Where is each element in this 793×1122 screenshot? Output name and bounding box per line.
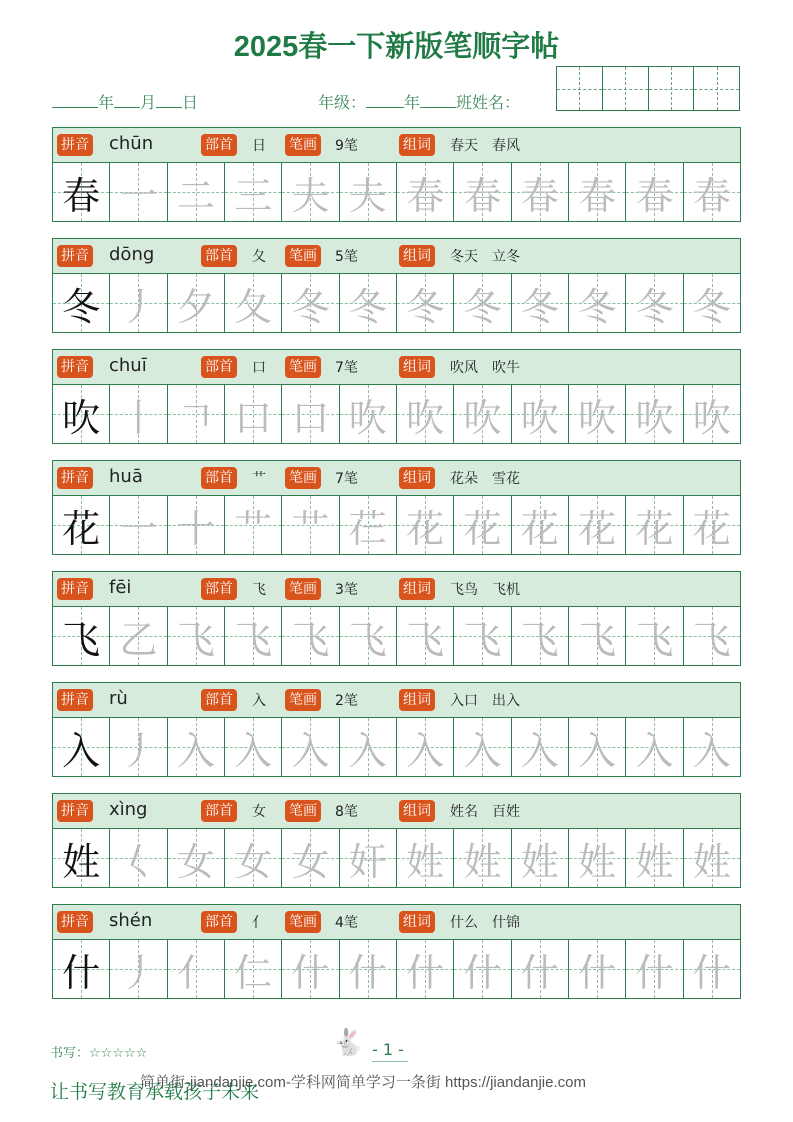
radical: 女: [252, 804, 266, 820]
character-block: [52, 793, 741, 888]
stroke-step: 什: [348, 950, 387, 995]
stroke-step-cell[interactable]: [626, 163, 683, 221]
stroke-step-cell[interactable]: [340, 940, 397, 998]
stroke-step: 入: [463, 728, 502, 773]
character-info: [52, 238, 741, 274]
stroke-step-cell[interactable]: [454, 496, 511, 554]
stroke-step-cell[interactable]: [626, 496, 683, 554]
stroke-step: 入: [348, 728, 387, 773]
stroke-step-cell[interactable]: [110, 607, 167, 665]
stroke-step: 入: [291, 728, 330, 773]
stroke-step-cell[interactable]: [569, 496, 626, 554]
stroke-step-cell[interactable]: [340, 829, 397, 887]
stroke-step-cell[interactable]: [397, 163, 454, 221]
stroke-step-cell[interactable]: [454, 829, 511, 887]
words-badge: 组词: [399, 467, 435, 489]
writing-grid: [52, 274, 741, 333]
stroke-step-cell[interactable]: [282, 829, 339, 887]
stroke-step: 仁: [234, 950, 273, 995]
pinyin-badge: 拼音: [57, 356, 93, 378]
stroke-step-cell[interactable]: [569, 718, 626, 776]
stroke-step-cell[interactable]: [110, 718, 167, 776]
radical: 入: [252, 693, 266, 709]
stroke-step: 女: [291, 839, 330, 884]
name-label: 姓名：: [472, 93, 521, 112]
stroke-step: 一: [119, 173, 158, 218]
stroke-count: 5笔: [335, 249, 358, 265]
stroke-step-cell[interactable]: [626, 829, 683, 887]
stroke-step: 姓: [406, 839, 445, 884]
stroke-step: 飞: [578, 617, 617, 662]
stroke-step-cell[interactable]: [225, 607, 282, 665]
stroke-step: 春: [520, 173, 559, 218]
stroke-step-cell[interactable]: [512, 718, 569, 776]
class-fields[interactable]: [318, 90, 520, 113]
stroke-step-cell[interactable]: [340, 163, 397, 221]
model-character-cell: [53, 385, 110, 443]
stroke-step-cell[interactable]: [340, 496, 397, 554]
stroke-step-cell[interactable]: [397, 718, 454, 776]
stroke-step-cell[interactable]: [397, 385, 454, 443]
stroke-step-cell[interactable]: [168, 829, 225, 887]
stroke-step: 什: [463, 950, 502, 995]
stroke-step: 入: [520, 728, 559, 773]
radical: 亻: [252, 915, 266, 931]
year-label: 年: [98, 93, 115, 112]
stroke-step: 吹: [348, 395, 387, 440]
stroke-count: 8笔: [335, 804, 358, 820]
writing-grid: [52, 496, 741, 555]
stroke-step-cell[interactable]: [282, 718, 339, 776]
strokes-badge: 笔画: [285, 134, 321, 156]
stroke-step-cell[interactable]: [168, 940, 225, 998]
stroke-step: 吹: [520, 395, 559, 440]
writing-grid: [52, 829, 741, 888]
model-character: 春: [62, 173, 101, 218]
stroke-step: 飞: [176, 617, 215, 662]
model-character: 什: [62, 950, 101, 995]
stroke-step-cell[interactable]: [225, 829, 282, 887]
pinyin-badge: 拼音: [57, 578, 93, 600]
stroke-step: 飞: [291, 617, 330, 662]
radical-badge: 部首: [201, 689, 237, 711]
words: 花朵 雪花: [450, 471, 520, 487]
stroke-step: 三: [234, 173, 273, 218]
pinyin-badge: 拼音: [57, 467, 93, 489]
stroke-step: 姓: [463, 839, 502, 884]
radical-badge: 部首: [201, 800, 237, 822]
character-block: [52, 349, 741, 444]
stroke-step: 丿: [119, 284, 158, 329]
writing-grid: [52, 163, 741, 222]
name-writing-box[interactable]: [556, 66, 740, 111]
stroke-step-cell[interactable]: [684, 496, 740, 554]
stroke-step-cell[interactable]: [225, 496, 282, 554]
stroke-step: 吹: [463, 395, 502, 440]
stroke-step: 十: [176, 506, 215, 551]
character-block: [52, 571, 741, 666]
stroke-step: 乙: [119, 617, 158, 662]
stroke-step-cell[interactable]: [397, 940, 454, 998]
writing-grid: [52, 940, 741, 999]
stroke-step-cell[interactable]: [512, 274, 569, 332]
words: 什么 什锦: [450, 915, 520, 931]
stroke-step-cell[interactable]: [569, 607, 626, 665]
pinyin: xìng: [109, 799, 148, 820]
words-badge: 组词: [399, 911, 435, 933]
stroke-step: 春: [635, 173, 674, 218]
words-badge: 组词: [399, 800, 435, 822]
pinyin: dōng: [109, 244, 155, 265]
stroke-step: 花: [463, 506, 502, 551]
stroke-step: 二: [176, 173, 215, 218]
model-character-cell: [53, 718, 110, 776]
stroke-step: 吹: [578, 395, 617, 440]
stroke-count: 7笔: [335, 471, 358, 487]
writing-grid: [52, 385, 741, 444]
stroke-step: 花: [692, 506, 731, 551]
stroke-step: 入: [578, 728, 617, 773]
stroke-step-cell[interactable]: [110, 940, 167, 998]
stroke-step: 花: [578, 506, 617, 551]
stroke-step: 入: [406, 728, 445, 773]
stroke-step-cell[interactable]: [684, 607, 740, 665]
strokes-badge: 笔画: [285, 689, 321, 711]
stroke-step: 𠃍: [176, 395, 215, 440]
stroke-step: 奸: [348, 839, 387, 884]
model-character-cell: [53, 940, 110, 998]
stroke-step: 春: [578, 173, 617, 218]
model-character-cell: [53, 163, 110, 221]
pinyin: shén: [109, 910, 153, 931]
stroke-step: 冬: [463, 284, 502, 329]
radical-badge: 部首: [201, 356, 237, 378]
stroke-step: 冬: [291, 284, 330, 329]
rabbit-icon: 🐇: [332, 1028, 365, 1058]
model-character: 吹: [62, 395, 101, 440]
model-character-cell: [53, 607, 110, 665]
character-block: [52, 238, 741, 333]
stroke-step-cell[interactable]: [684, 718, 740, 776]
grade-label: 年级：: [318, 93, 367, 112]
character-info: [52, 349, 741, 385]
radical-badge: 部首: [201, 245, 237, 267]
slogan: 让书写教育承载孩子未来: [50, 1081, 260, 1103]
stroke-step: 女: [176, 839, 215, 884]
stroke-step-cell[interactable]: [282, 163, 339, 221]
radical: 日: [252, 138, 266, 154]
character-info: [52, 460, 741, 496]
stroke-step: 飞: [692, 617, 731, 662]
page-number: - 1 -: [372, 1040, 408, 1062]
model-character: 飞: [62, 617, 101, 662]
stroke-step-cell[interactable]: [168, 607, 225, 665]
stroke-step: 飞: [463, 617, 502, 662]
stroke-step-cell[interactable]: [397, 496, 454, 554]
words: 春天 春风: [450, 138, 520, 154]
pinyin-badge: 拼音: [57, 800, 93, 822]
stroke-step-cell[interactable]: [569, 274, 626, 332]
words: 冬天 立冬: [450, 249, 520, 265]
stroke-step-cell[interactable]: [168, 163, 225, 221]
stroke-step: 春: [692, 173, 731, 218]
character-block: [52, 904, 741, 999]
stroke-step-cell[interactable]: [626, 940, 683, 998]
stroke-step-cell[interactable]: [168, 496, 225, 554]
stroke-step: 姓: [520, 839, 559, 884]
stroke-count: 7笔: [335, 360, 358, 376]
stroke-step: 什: [635, 950, 674, 995]
stroke-step-cell[interactable]: [626, 274, 683, 332]
stroke-step: 花: [635, 506, 674, 551]
stroke-step: 冬: [520, 284, 559, 329]
model-character-cell: [53, 829, 110, 887]
stroke-step: 夂: [234, 284, 273, 329]
words-badge: 组词: [399, 689, 435, 711]
stroke-step-cell[interactable]: [168, 274, 225, 332]
stroke-step-cell[interactable]: [168, 385, 225, 443]
stroke-step: 冬: [348, 284, 387, 329]
stroke-step: 什: [520, 950, 559, 995]
stroke-step: 冬: [578, 284, 617, 329]
stroke-step: 飞: [406, 617, 445, 662]
stroke-step: 口: [291, 395, 330, 440]
character-info: [52, 682, 741, 718]
pinyin: huā: [109, 466, 143, 487]
words: 吹风 吹牛: [450, 360, 520, 376]
character-block: [52, 460, 741, 555]
stroke-step-cell[interactable]: [569, 829, 626, 887]
stroke-step: 丿: [119, 950, 158, 995]
pinyin-badge: 拼音: [57, 689, 93, 711]
stroke-step: 什: [578, 950, 617, 995]
strokes-badge: 笔画: [285, 245, 321, 267]
stroke-step: 什: [692, 950, 731, 995]
model-character: 入: [62, 728, 101, 773]
stroke-step: 艹: [234, 506, 273, 551]
stroke-step-cell[interactable]: [397, 274, 454, 332]
grade-year-label: 年: [404, 93, 421, 112]
words-badge: 组词: [399, 245, 435, 267]
stroke-step-cell[interactable]: [684, 940, 740, 998]
words-badge: 组词: [399, 578, 435, 600]
radical: 飞: [252, 582, 266, 598]
stroke-step-cell[interactable]: [512, 385, 569, 443]
page-title: 2025春一下新版笔顺字帖: [233, 31, 560, 63]
stroke-step-cell[interactable]: [340, 385, 397, 443]
stroke-step: 吹: [692, 395, 731, 440]
stroke-step-cell[interactable]: [110, 385, 167, 443]
pinyin: fēi: [109, 577, 132, 598]
stroke-step: 𡿨: [119, 839, 158, 884]
writing-grid: [52, 607, 741, 666]
stroke-step: 女: [234, 839, 273, 884]
stroke-step-cell[interactable]: [626, 385, 683, 443]
pinyin-badge: 拼音: [57, 911, 93, 933]
stroke-step-cell[interactable]: [110, 496, 167, 554]
stroke-step-cell[interactable]: [626, 607, 683, 665]
character-info: [52, 904, 741, 940]
stroke-step: 花: [520, 506, 559, 551]
month-label: 月: [140, 93, 157, 112]
radical-badge: 部首: [201, 911, 237, 933]
stroke-step-cell[interactable]: [512, 940, 569, 998]
stroke-step: 芢: [348, 506, 387, 551]
stroke-step-cell[interactable]: [684, 163, 740, 221]
stroke-step-cell[interactable]: [282, 274, 339, 332]
stroke-step-cell[interactable]: [282, 385, 339, 443]
stroke-count: 9笔: [335, 138, 358, 154]
stroke-step-cell[interactable]: [512, 496, 569, 554]
stroke-step-cell[interactable]: [454, 607, 511, 665]
stroke-step: 入: [692, 728, 731, 773]
stroke-step: 入: [635, 728, 674, 773]
stroke-step-cell[interactable]: [512, 607, 569, 665]
stroke-step-cell[interactable]: [569, 940, 626, 998]
writing-grid: [52, 718, 741, 777]
stroke-step: 夫: [348, 173, 387, 218]
model-character-cell: [53, 274, 110, 332]
stroke-step: 花: [406, 506, 445, 551]
stroke-step-cell[interactable]: [110, 163, 167, 221]
stroke-step: 冬: [406, 284, 445, 329]
stroke-step-cell[interactable]: [282, 940, 339, 998]
words: 飞鸟 飞机: [450, 582, 520, 598]
pinyin: rù: [109, 688, 128, 709]
stroke-step: 姓: [692, 839, 731, 884]
stroke-step-cell[interactable]: [569, 163, 626, 221]
stroke-step-cell[interactable]: [569, 385, 626, 443]
stroke-count: 3笔: [335, 582, 358, 598]
stroke-step: 飞: [234, 617, 273, 662]
stroke-step-cell[interactable]: [110, 274, 167, 332]
pinyin: chuī: [109, 355, 147, 376]
stroke-step: 冬: [692, 284, 731, 329]
stroke-step-cell[interactable]: [626, 718, 683, 776]
stroke-step-cell[interactable]: [340, 607, 397, 665]
stroke-step-cell[interactable]: [397, 829, 454, 887]
strokes-badge: 笔画: [285, 800, 321, 822]
radical-badge: 部首: [201, 134, 237, 156]
strokes-badge: 笔画: [285, 911, 321, 933]
stroke-step: 冬: [635, 284, 674, 329]
stroke-step: 丨: [119, 395, 158, 440]
character-info: [52, 127, 741, 163]
day-label: 日: [182, 93, 199, 112]
stroke-step: 口: [234, 395, 273, 440]
strokes-badge: 笔画: [285, 356, 321, 378]
stroke-step: 艹: [291, 506, 330, 551]
stroke-step-cell[interactable]: [225, 718, 282, 776]
stroke-step-cell[interactable]: [684, 274, 740, 332]
stroke-step: 飞: [520, 617, 559, 662]
words-badge: 组词: [399, 356, 435, 378]
radical-badge: 部首: [201, 578, 237, 600]
words: 入口 出入: [450, 693, 520, 709]
stroke-step-cell[interactable]: [282, 607, 339, 665]
stroke-step: 入: [176, 728, 215, 773]
model-character: 姓: [62, 839, 101, 884]
stroke-step: 入: [234, 728, 273, 773]
stroke-step-cell[interactable]: [282, 496, 339, 554]
stroke-step-cell[interactable]: [225, 940, 282, 998]
watermark: 简单街-jiandanjie.com-学科网简单学习一条街 https://jiandanjie.com: [140, 1074, 586, 1091]
stroke-step: 春: [406, 173, 445, 218]
stroke-step-cell[interactable]: [454, 940, 511, 998]
character-block: [52, 682, 741, 777]
stroke-step-cell[interactable]: [225, 163, 282, 221]
words: 姓名 百姓: [450, 804, 520, 820]
stroke-count: 4笔: [335, 915, 358, 931]
radical-badge: 部首: [201, 467, 237, 489]
stroke-step: 吹: [635, 395, 674, 440]
stroke-step: 吹: [406, 395, 445, 440]
stroke-step: 夕: [176, 284, 215, 329]
stroke-step-cell[interactable]: [454, 718, 511, 776]
character-info: [52, 793, 741, 829]
stroke-step-cell[interactable]: [454, 274, 511, 332]
stroke-step-cell[interactable]: [684, 829, 740, 887]
stroke-step: 丿: [119, 728, 158, 773]
strokes-badge: 笔画: [285, 578, 321, 600]
character-info: [52, 571, 741, 607]
stroke-step-cell[interactable]: [684, 385, 740, 443]
stroke-step-cell[interactable]: [512, 829, 569, 887]
stroke-step-cell[interactable]: [454, 163, 511, 221]
stroke-step: 飞: [348, 617, 387, 662]
stroke-step: 一: [119, 506, 158, 551]
stroke-step: 亻: [176, 950, 215, 995]
stroke-step-cell[interactable]: [168, 718, 225, 776]
stroke-step: 飞: [635, 617, 674, 662]
stroke-step-cell[interactable]: [512, 163, 569, 221]
stroke-step-cell[interactable]: [110, 829, 167, 887]
strokes-badge: 笔画: [285, 467, 321, 489]
words-badge: 组词: [399, 134, 435, 156]
pinyin: chūn: [109, 133, 154, 154]
stroke-step: 春: [463, 173, 502, 218]
pinyin-badge: 拼音: [57, 134, 93, 156]
stroke-step-cell[interactable]: [340, 274, 397, 332]
radical: 口: [252, 360, 266, 376]
stroke-step-cell[interactable]: [454, 385, 511, 443]
pinyin-badge: 拼音: [57, 245, 93, 267]
model-character: 花: [62, 506, 101, 551]
stroke-step: 什: [406, 950, 445, 995]
stroke-step: 夫: [291, 173, 330, 218]
radical: 艹: [252, 471, 266, 487]
stroke-step-cell[interactable]: [397, 607, 454, 665]
stroke-step: 姓: [578, 839, 617, 884]
stroke-step-cell[interactable]: [225, 385, 282, 443]
rating: 书写：☆☆☆☆☆: [50, 1046, 148, 1061]
model-character-cell: [53, 496, 110, 554]
character-block: [52, 127, 741, 222]
stroke-step: 什: [291, 950, 330, 995]
radical: 夂: [252, 249, 266, 265]
class-label: 班: [456, 93, 473, 112]
stroke-step: 姓: [635, 839, 674, 884]
model-character: 冬: [62, 284, 101, 329]
stroke-step-cell[interactable]: [225, 274, 282, 332]
stroke-count: 2笔: [335, 693, 358, 709]
date-fields[interactable]: [52, 90, 198, 113]
stroke-step-cell[interactable]: [340, 718, 397, 776]
